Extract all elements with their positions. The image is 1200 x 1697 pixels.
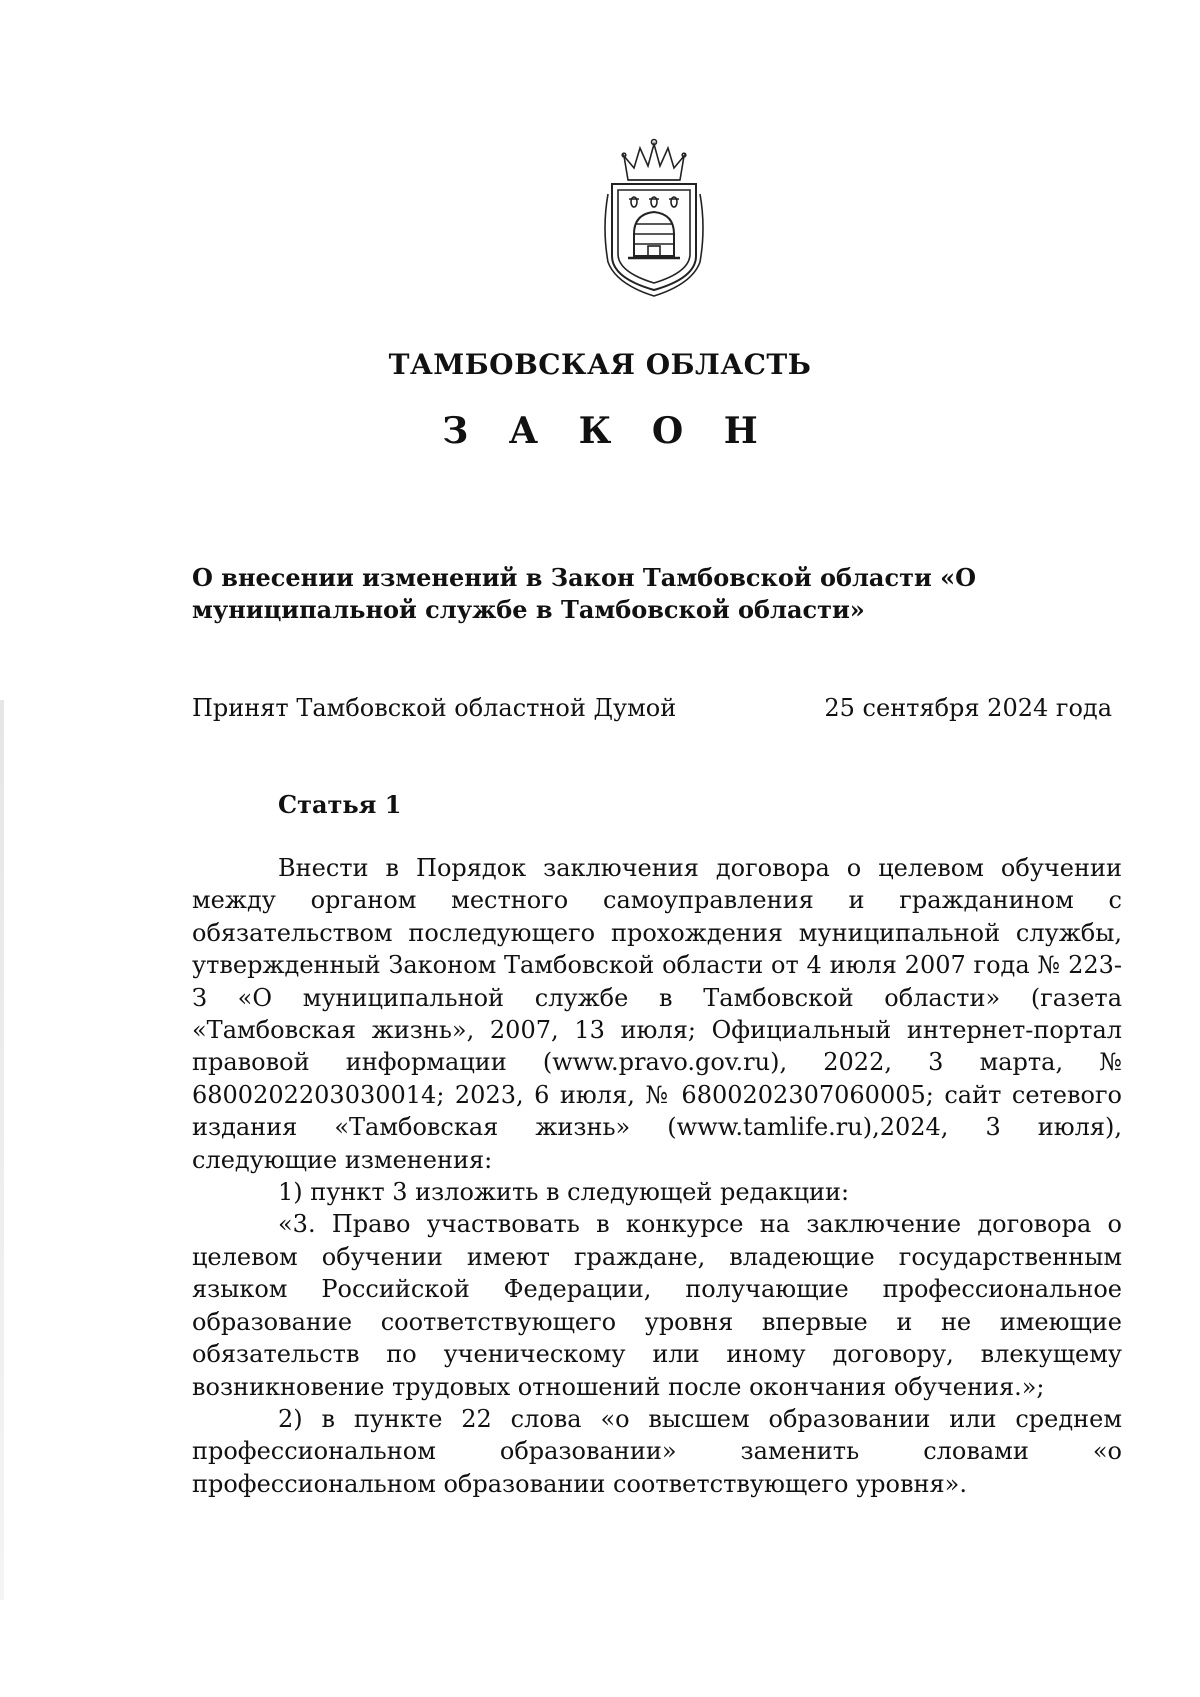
- article-heading: Статья 1: [278, 790, 402, 819]
- paragraph: Внести в Порядок заключения договора о целевом обучении между органом местного самоуправления и гражданином с обязательством последующего прохождения муниципальной службы, утвержденный Законом Тамбовской области от 4 июля 2007 года № 223-З «О муниципальной службе в Тамбовской области» (газета «Тамбовская жизнь», 2007, 13 июля; Официальный интернет-портал правовой информации (www.pravo.gov.ru), 2022, 3 марта, № 6800202203030014; 2023, 6 июля, № 6800202307060005; сайт сетевого издания «Тамбовская жизнь» (www.tamlife.ru),2024, 3 июля), следующие изменения:: [192, 854, 1122, 1174]
- paragraph: «3. Право участвовать в конкурсе на заключение договора о целевом обучении имеют граждане, владеющие государственным языком Российской Федерации, получающие профессиональное образование соответствующего уровня впервые и не имеющие обязательств по ученическому или иному договору, влекущему возникновение трудовых отношений после окончания обучения.»;: [192, 1210, 1122, 1401]
- region-name: ТАМБОВСКАЯ ОБЛАСТЬ: [388, 348, 812, 381]
- paragraph: 2) в пункте 22 слова «о высшем образовании или среднем профессиональном образовании» заменить словами «о профессиональном образовании соответствующего уровня».: [192, 1404, 1122, 1498]
- scan-edge: [0, 700, 4, 1600]
- document-type: З А К О Н: [442, 410, 772, 452]
- law-title: О внесении изменений в Закон Тамбовской области «О муниципальной службе в Тамбовской области»: [192, 563, 977, 624]
- article-body: [192, 852, 1122, 1500]
- adoption-line: [192, 692, 1112, 724]
- tambov-coat-of-arms-icon: [598, 138, 710, 298]
- adopted-by: Принят Тамбовской областной Думой: [192, 694, 677, 722]
- paragraph: 1) пункт 3 изложить в следующей редакции:: [278, 1178, 850, 1207]
- adopted-date: 25 сентября 2024 года: [824, 694, 1112, 722]
